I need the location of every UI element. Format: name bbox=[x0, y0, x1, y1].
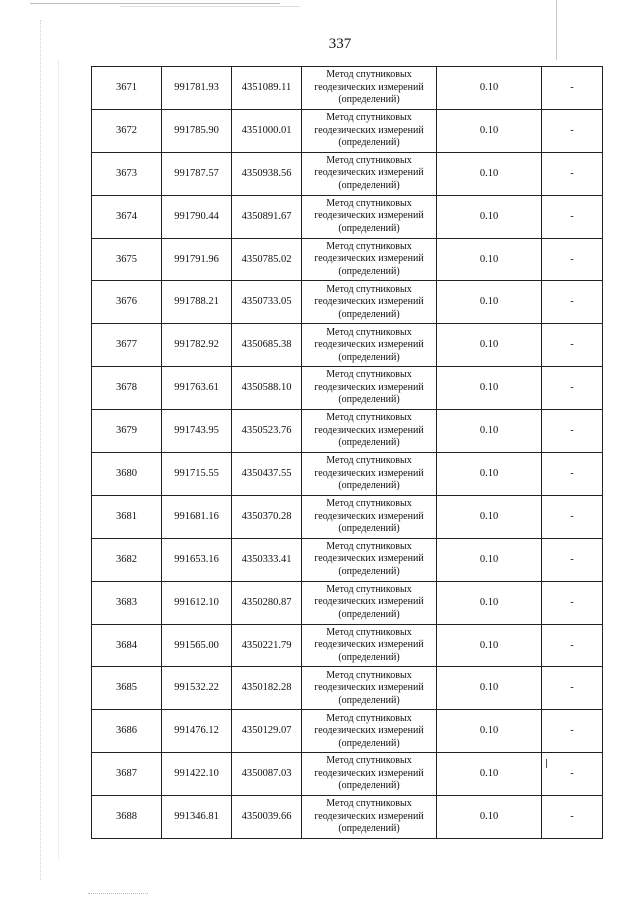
scan-artifact-top bbox=[0, 0, 640, 14]
y-coordinate-cell: 4350891.67 bbox=[232, 195, 302, 238]
accuracy-cell: 0.10 bbox=[437, 324, 542, 367]
table-row bbox=[92, 281, 603, 324]
note-cell: - bbox=[542, 238, 603, 281]
method-cell bbox=[302, 195, 437, 238]
method-cell bbox=[302, 410, 437, 453]
method-line: (определений) bbox=[338, 351, 400, 363]
x-coordinate-cell: 991476.12 bbox=[162, 710, 232, 753]
x-coordinate-cell: 991565.00 bbox=[162, 624, 232, 667]
method-line: геодезических измерений bbox=[314, 596, 424, 608]
method-line: (определений) bbox=[338, 137, 400, 149]
note-cell: - bbox=[542, 152, 603, 195]
table-row bbox=[92, 410, 603, 453]
method-line: (определений) bbox=[338, 523, 400, 535]
scan-artifact-left-inner bbox=[58, 60, 60, 860]
method-cell bbox=[302, 152, 437, 195]
point-number-cell: 3673 bbox=[92, 152, 162, 195]
x-coordinate-cell: 991790.44 bbox=[162, 195, 232, 238]
method-cell bbox=[302, 624, 437, 667]
table-row bbox=[92, 495, 603, 538]
method-line: (определений) bbox=[338, 437, 400, 449]
method-cell bbox=[302, 281, 437, 324]
method-line: Метод спутниковых bbox=[326, 455, 412, 467]
x-coordinate-cell: 991763.61 bbox=[162, 367, 232, 410]
method-line: Метод спутниковых bbox=[326, 154, 412, 166]
table-row bbox=[92, 581, 603, 624]
table-row bbox=[92, 67, 603, 110]
method-cell bbox=[302, 538, 437, 581]
x-coordinate-cell: 991781.93 bbox=[162, 67, 232, 110]
accuracy-cell: 0.10 bbox=[437, 753, 542, 796]
point-number-cell: 3675 bbox=[92, 238, 162, 281]
method-line: Метод спутниковых bbox=[326, 540, 412, 552]
method-line: геодезических измерений bbox=[314, 253, 424, 265]
method-line: (определений) bbox=[338, 737, 400, 749]
method-line: геодезических измерений bbox=[314, 639, 424, 651]
point-number-cell: 3684 bbox=[92, 624, 162, 667]
y-coordinate-cell: 4350333.41 bbox=[232, 538, 302, 581]
accuracy-cell: 0.10 bbox=[437, 581, 542, 624]
table-row bbox=[92, 195, 603, 238]
y-coordinate-cell: 4350938.56 bbox=[232, 152, 302, 195]
y-coordinate-cell: 4350087.03 bbox=[232, 753, 302, 796]
point-number-cell: 3685 bbox=[92, 667, 162, 710]
method-line: (определений) bbox=[338, 565, 400, 577]
note-cell: - bbox=[542, 67, 603, 110]
accuracy-cell: 0.10 bbox=[437, 238, 542, 281]
method-cell bbox=[302, 367, 437, 410]
method-line: геодезических измерений bbox=[314, 682, 424, 694]
method-cell bbox=[302, 324, 437, 367]
x-coordinate-cell: 991681.16 bbox=[162, 495, 232, 538]
method-line: геодезических измерений bbox=[314, 81, 424, 93]
method-line: (определений) bbox=[338, 694, 400, 706]
x-coordinate-cell: 991653.16 bbox=[162, 538, 232, 581]
method-cell bbox=[302, 453, 437, 496]
method-cell bbox=[302, 495, 437, 538]
table-row bbox=[92, 710, 603, 753]
method-line: Метод спутниковых bbox=[326, 283, 412, 295]
method-line: (определений) bbox=[338, 308, 400, 320]
point-number-cell: 3680 bbox=[92, 453, 162, 496]
note-cell: - bbox=[542, 581, 603, 624]
point-number-cell: 3688 bbox=[92, 796, 162, 839]
accuracy-cell: 0.10 bbox=[437, 495, 542, 538]
y-coordinate-cell: 4350437.55 bbox=[232, 453, 302, 496]
table-row bbox=[92, 624, 603, 667]
point-number-cell: 3674 bbox=[92, 195, 162, 238]
point-number-cell: 3687 bbox=[92, 753, 162, 796]
y-coordinate-cell: 4351089.11 bbox=[232, 67, 302, 110]
method-line: Метод спутниковых bbox=[326, 412, 412, 424]
point-number-cell: 3681 bbox=[92, 495, 162, 538]
accuracy-cell: 0.10 bbox=[437, 453, 542, 496]
table-row bbox=[92, 109, 603, 152]
method-line: геодезических измерений bbox=[314, 381, 424, 393]
note-cell: - bbox=[542, 753, 603, 796]
table-row bbox=[92, 796, 603, 839]
method-line: геодезических измерений bbox=[314, 424, 424, 436]
method-line: геодезических измерений bbox=[314, 725, 424, 737]
scan-artifact-right bbox=[556, 0, 557, 60]
method-line: Метод спутниковых bbox=[326, 112, 412, 124]
method-line: (определений) bbox=[338, 780, 400, 792]
method-line: (определений) bbox=[338, 651, 400, 663]
accuracy-cell: 0.10 bbox=[437, 538, 542, 581]
table-row bbox=[92, 667, 603, 710]
method-line: геодезических измерений bbox=[314, 467, 424, 479]
scan-artifact-tick bbox=[546, 759, 547, 768]
table-row bbox=[92, 753, 603, 796]
accuracy-cell: 0.10 bbox=[437, 367, 542, 410]
table-row bbox=[92, 152, 603, 195]
note-cell: - bbox=[542, 495, 603, 538]
method-line: геодезических измерений bbox=[314, 167, 424, 179]
y-coordinate-cell: 4350685.38 bbox=[232, 324, 302, 367]
accuracy-cell: 0.10 bbox=[437, 109, 542, 152]
method-line: (определений) bbox=[338, 222, 400, 234]
point-number-cell: 3679 bbox=[92, 410, 162, 453]
accuracy-cell: 0.10 bbox=[437, 710, 542, 753]
accuracy-cell: 0.10 bbox=[437, 67, 542, 110]
accuracy-cell: 0.10 bbox=[437, 410, 542, 453]
note-cell: - bbox=[542, 109, 603, 152]
note-cell: - bbox=[542, 710, 603, 753]
note-cell: - bbox=[542, 624, 603, 667]
method-line: Метод спутниковых bbox=[326, 626, 412, 638]
x-coordinate-cell: 991612.10 bbox=[162, 581, 232, 624]
y-coordinate-cell: 4350221.79 bbox=[232, 624, 302, 667]
point-number-cell: 3678 bbox=[92, 367, 162, 410]
note-cell: - bbox=[542, 453, 603, 496]
x-coordinate-cell: 991422.10 bbox=[162, 753, 232, 796]
coordinates-table bbox=[91, 66, 603, 839]
y-coordinate-cell: 4350129.07 bbox=[232, 710, 302, 753]
x-coordinate-cell: 991788.21 bbox=[162, 281, 232, 324]
y-coordinate-cell: 4350280.87 bbox=[232, 581, 302, 624]
method-cell bbox=[302, 581, 437, 624]
method-line: Метод спутниковых bbox=[326, 197, 412, 209]
method-line: геодезических измерений bbox=[314, 296, 424, 308]
method-line: Метод спутниковых bbox=[326, 369, 412, 381]
accuracy-cell: 0.10 bbox=[437, 281, 542, 324]
method-line: (определений) bbox=[338, 179, 400, 191]
method-line: (определений) bbox=[338, 480, 400, 492]
y-coordinate-cell: 4350785.02 bbox=[232, 238, 302, 281]
y-coordinate-cell: 4350370.28 bbox=[232, 495, 302, 538]
method-cell bbox=[302, 710, 437, 753]
x-coordinate-cell: 991791.96 bbox=[162, 238, 232, 281]
point-number-cell: 3686 bbox=[92, 710, 162, 753]
method-line: геодезических измерений bbox=[314, 553, 424, 565]
method-line: геодезических измерений bbox=[314, 124, 424, 136]
table-row bbox=[92, 538, 603, 581]
method-line: Метод спутниковых bbox=[326, 669, 412, 681]
method-line: геодезических измерений bbox=[314, 810, 424, 822]
y-coordinate-cell: 4350588.10 bbox=[232, 367, 302, 410]
y-coordinate-cell: 4350733.05 bbox=[232, 281, 302, 324]
x-coordinate-cell: 991532.22 bbox=[162, 667, 232, 710]
page-number: 337 bbox=[328, 36, 352, 52]
method-line: (определений) bbox=[338, 265, 400, 277]
method-line: геодезических измерений bbox=[314, 210, 424, 222]
method-line: (определений) bbox=[338, 823, 400, 835]
accuracy-cell: 0.10 bbox=[437, 667, 542, 710]
table-row bbox=[92, 238, 603, 281]
method-cell bbox=[302, 67, 437, 110]
method-line: (определений) bbox=[338, 394, 400, 406]
accuracy-cell: 0.10 bbox=[437, 796, 542, 839]
accuracy-cell: 0.10 bbox=[437, 195, 542, 238]
x-coordinate-cell: 991785.90 bbox=[162, 109, 232, 152]
note-cell: - bbox=[542, 281, 603, 324]
method-line: (определений) bbox=[338, 608, 400, 620]
x-coordinate-cell: 991787.57 bbox=[162, 152, 232, 195]
method-line: Метод спутниковых bbox=[326, 498, 412, 510]
method-line: Метод спутниковых bbox=[326, 69, 412, 81]
note-cell: - bbox=[542, 796, 603, 839]
method-line: Метод спутниковых bbox=[326, 326, 412, 338]
y-coordinate-cell: 4351000.01 bbox=[232, 109, 302, 152]
x-coordinate-cell: 991715.55 bbox=[162, 453, 232, 496]
table-row bbox=[92, 324, 603, 367]
method-line: геодезических измерений bbox=[314, 510, 424, 522]
point-number-cell: 3672 bbox=[92, 109, 162, 152]
method-line: (определений) bbox=[338, 94, 400, 106]
method-line: Метод спутниковых bbox=[326, 712, 412, 724]
note-cell: - bbox=[542, 367, 603, 410]
scan-artifact-left bbox=[40, 20, 42, 880]
method-line: геодезических измерений bbox=[314, 767, 424, 779]
note-cell: - bbox=[542, 324, 603, 367]
accuracy-cell: 0.10 bbox=[437, 624, 542, 667]
accuracy-cell: 0.10 bbox=[437, 152, 542, 195]
table-row bbox=[92, 367, 603, 410]
method-line: Метод спутниковых bbox=[326, 798, 412, 810]
method-line: Метод спутниковых bbox=[326, 240, 412, 252]
method-line: Метод спутниковых bbox=[326, 755, 412, 767]
point-number-cell: 3676 bbox=[92, 281, 162, 324]
coordinates-table-body bbox=[92, 67, 603, 839]
note-cell: - bbox=[542, 538, 603, 581]
note-cell: - bbox=[542, 195, 603, 238]
note-cell: - bbox=[542, 410, 603, 453]
x-coordinate-cell: 991782.92 bbox=[162, 324, 232, 367]
x-coordinate-cell: 991743.95 bbox=[162, 410, 232, 453]
point-number-cell: 3682 bbox=[92, 538, 162, 581]
scan-artifact-bottom bbox=[88, 893, 148, 895]
method-cell bbox=[302, 753, 437, 796]
y-coordinate-cell: 4350039.66 bbox=[232, 796, 302, 839]
y-coordinate-cell: 4350523.76 bbox=[232, 410, 302, 453]
method-line: геодезических измерений bbox=[314, 339, 424, 351]
method-cell bbox=[302, 796, 437, 839]
method-cell bbox=[302, 667, 437, 710]
method-cell bbox=[302, 109, 437, 152]
point-number-cell: 3683 bbox=[92, 581, 162, 624]
y-coordinate-cell: 4350182.28 bbox=[232, 667, 302, 710]
point-number-cell: 3671 bbox=[92, 67, 162, 110]
table-row bbox=[92, 453, 603, 496]
note-cell: - bbox=[542, 667, 603, 710]
point-number-cell: 3677 bbox=[92, 324, 162, 367]
x-coordinate-cell: 991346.81 bbox=[162, 796, 232, 839]
method-cell bbox=[302, 238, 437, 281]
method-line: Метод спутниковых bbox=[326, 583, 412, 595]
